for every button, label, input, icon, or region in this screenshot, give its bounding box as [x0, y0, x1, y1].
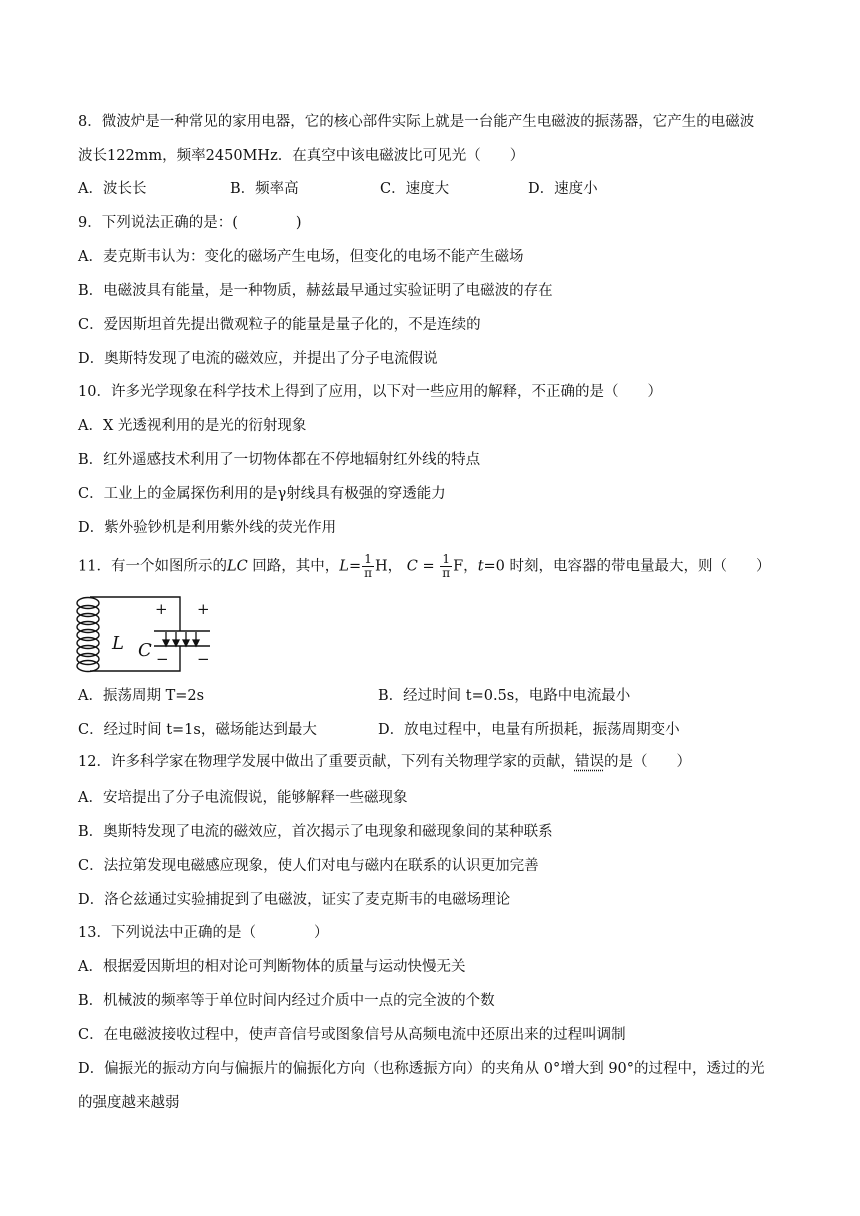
q8-option-a: A．波长长	[78, 181, 147, 197]
capacitor-plus-right: +	[197, 600, 210, 618]
q12-stem-b: 的是（ ）	[603, 754, 691, 770]
fraction-numerator: 1	[442, 552, 450, 566]
q9-stem: 9．下列说法正确的是：( )	[78, 215, 302, 231]
q11-option-a: A．振荡周期 T=2s	[78, 688, 205, 704]
q9-option-c: C．爱因斯坦首先提出微观粒子的能量是量子化的，不是连续的	[78, 317, 481, 333]
q8-stem-line1: 8．微波炉是一种常见的家用电器，它的核心部件实际上就是一台能产生电磁波的振荡器，它产生的电磁波	[78, 114, 755, 130]
capacitor-minus-right: −	[197, 650, 210, 668]
fraction-denominator: π	[364, 566, 372, 580]
q8-option-c: C．速度大	[380, 181, 450, 197]
lc-circuit-diagram	[74, 594, 214, 676]
q11-stem-prefix: 11．有一个如图所示的	[78, 558, 227, 575]
q9-option-d: D．奥斯特发现了电流的磁效应，并提出了分子电流假说	[78, 351, 438, 367]
capacitor-minus-left: −	[156, 650, 169, 668]
fraction-denominator: π	[442, 566, 451, 580]
q12-option-d: D．洛仑兹通过实验捕捉到了电磁波，证实了麦克斯韦的电磁场理论	[78, 892, 511, 908]
inductor-label: L	[112, 633, 124, 654]
q11-t-symbol: t	[477, 558, 484, 575]
q11-eq-l: =	[348, 558, 362, 575]
q12-stem-a: 12．许多科学家在物理学发展中做出了重要贡献，下列有关物理学家的贡献，	[78, 754, 575, 770]
q10-option-a: A．X 光透视利用的是光的衍射现象	[78, 418, 307, 434]
q12-stem	[78, 752, 691, 772]
q11-l-symbol: L	[339, 558, 349, 575]
q13-option-a: A．根据爱因斯坦的相对论可判断物体的质量与运动快慢无关	[78, 959, 466, 975]
q9-option-a: A．麦克斯韦认为：变化的磁场产生电场，但变化的电场不能产生磁场	[78, 249, 524, 265]
q11-lc-symbol: LC	[226, 558, 248, 575]
q9-option-b: B．电磁波具有能量，是一种物质，赫兹最早通过实验证明了电磁波的存在	[78, 283, 553, 299]
q11-option-d: D．放电过程中，电量有所损耗，振荡周期变小	[378, 722, 680, 738]
q13-option-c: C．在电磁波接收过程中，使声音信号或图象信号从高频电流中还原出来的过程叫调制	[78, 1027, 626, 1043]
q13-option-b: B．机械波的频率等于单位时间内经过介质中一点的完全波的个数	[78, 993, 495, 1009]
q12-stem-emphasis: 错误	[574, 754, 604, 770]
capacitor-plus-left: +	[155, 600, 168, 618]
q11-eq-c: =	[422, 558, 435, 575]
q8-stem-line2: 波长122mm，频率2450MHz．在真空中该电磁波比可见光（ ）	[78, 148, 525, 164]
q11-c-symbol: C	[406, 558, 418, 575]
q12-option-b: B．奥斯特发现了电流的磁效应，首次揭示了电现象和磁现象间的某种联系	[78, 824, 553, 840]
q11-option-c: C．经过时间 t=1s，磁场能达到最大	[78, 722, 317, 738]
q11-stem-tail: =0 时刻，电容器的带电量最大，则（ ）	[483, 558, 771, 575]
q12-option-a: A．安培提出了分子电流假说，能够解释一些磁现象	[78, 790, 408, 806]
q11-fraction-l	[362, 553, 374, 580]
q13-option-d: D．偏振光的振动方向与偏振片的偏振化方向（也称透振方向）的夹角从 0°增大到 90°的过程中，透过的光	[78, 1061, 765, 1077]
q11-unit-h: H，	[374, 558, 403, 575]
q13-option-d-cont: 的强度越来越弱	[78, 1095, 180, 1111]
q10-option-d: D．紫外验钞机是利用紫外线的荧光作用	[78, 520, 337, 536]
q12-option-c: C．法拉第发现电磁感应现象，使人们对电与磁内在联系的认识更加完善	[78, 858, 539, 874]
q8-option-b: B．频率高	[230, 181, 299, 197]
q11-unit-f: F，	[453, 558, 478, 575]
q11-option-b: B．经过时间 t=0.5s，电路中电流最小	[378, 688, 631, 704]
q11-stem-mid: 回路，其中，	[247, 558, 340, 575]
q10-option-b: B．红外遥感技术利用了一切物体都在不停地辐射红外线的特点	[78, 452, 481, 468]
q11-stem	[78, 553, 771, 580]
q8-option-d: D．速度小	[528, 181, 598, 197]
q10-option-c: C．工业上的金属探伤利用的是γ射线具有极强的穿透能力	[78, 486, 446, 502]
q11-fraction-c	[440, 553, 452, 580]
capacitor-label: C	[138, 640, 152, 661]
fraction-numerator: 1	[364, 552, 372, 566]
q10-stem: 10．许多光学现象在科学技术上得到了应用，以下对一些应用的解释，不正确的是（ ）	[78, 384, 662, 400]
q13-stem: 13．下列说法中正确的是（ ）	[78, 925, 329, 941]
